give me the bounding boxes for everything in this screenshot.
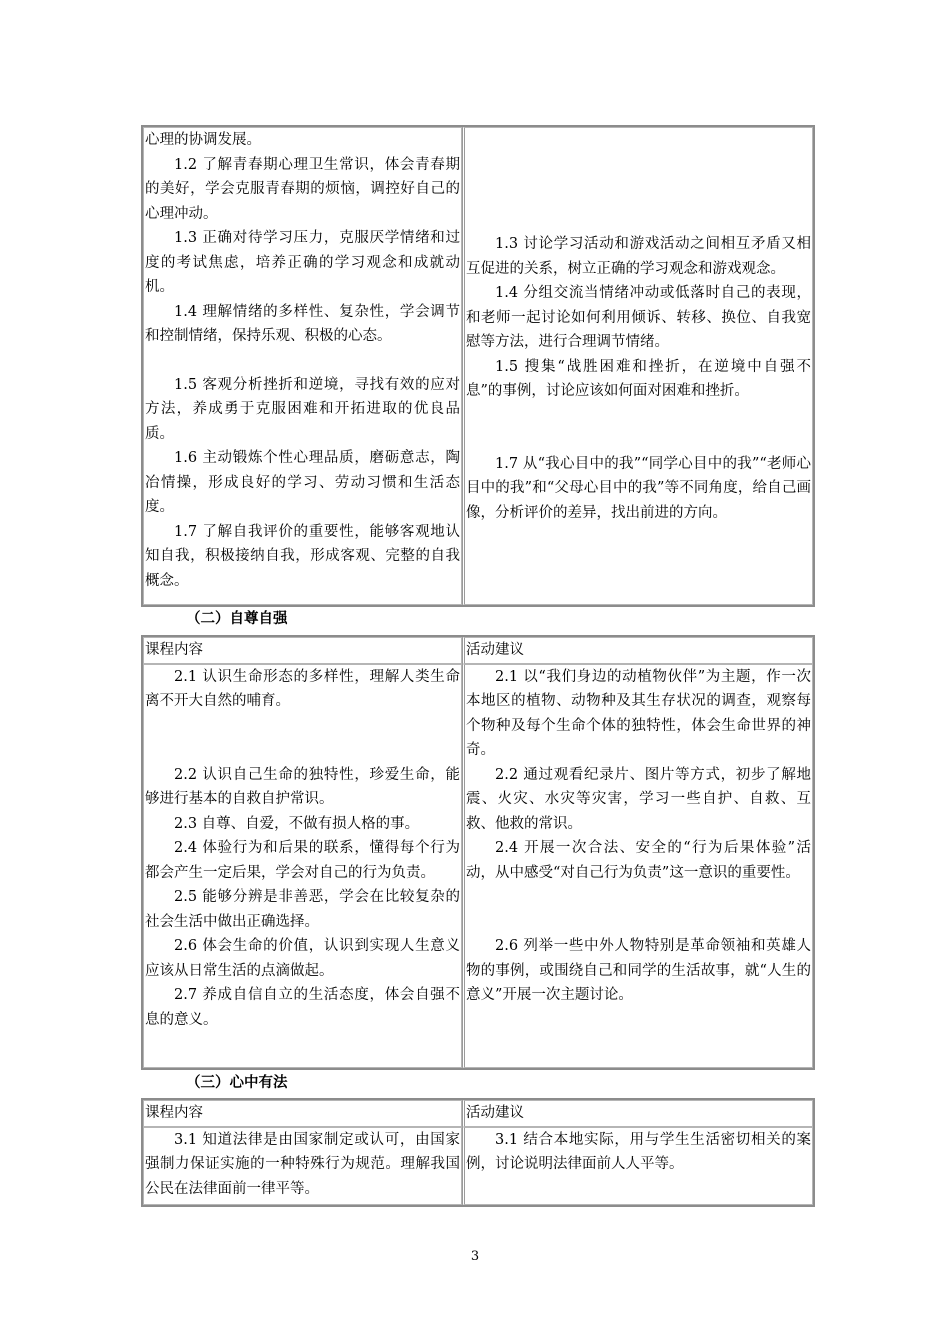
course-content-cell [143,127,462,605]
paragraph: 心理的协调发展。 [145,132,261,148]
paragraph: 1.6 主动锻炼个性心理品质，磨砺意志，陶冶情操，形成良好的学习、劳动习惯和生活态度。 [145,450,460,515]
paragraph: 2.2 通过观看纪录片、图片等方式，初步了解地震、火灾、水灾等灾害，学习一些自护、自救、互救、他救的常识。 [466,766,811,832]
paragraph: 2.7 养成自信自立的生活态度，体会自强不息的意义。 [145,987,460,1028]
paragraph: 1.5 客观分析挫折和逆境，寻找有效的应对方法，养成勇于克服困难和开拓进取的优良品质。 [145,376,460,442]
table-header-row [143,1100,813,1127]
paragraph: 1.4 理解情绪的多样性、复杂性，学会调节和控制情绪，保持乐观、积极的心态。 [145,303,460,344]
table-law [141,1098,815,1207]
activity-suggestion-cell [462,127,813,605]
column-header: 活动建议 [462,637,813,664]
activity-suggestion-cell [462,1127,813,1205]
table-row [143,664,813,1068]
paragraph: 2.4 开展一次合法、安全的“行为后果体验”活动，从中感受“对自己行为负责”这一意识的重要性。 [466,840,811,881]
column-header: 课程内容 [143,1100,462,1127]
paragraph: 2.1 认识生命形态的多样性，理解人类生命离不开大自然的哺育。 [145,668,460,709]
column-header: 活动建议 [462,1100,813,1127]
paragraph: 1.5 搜集“战胜困难和挫折，在逆境中自强不息”的事例，讨论应该如何面对困难和挫折。 [466,358,811,399]
column-header: 课程内容 [143,637,462,664]
paragraph: 1.3 正确对待学习压力，克服厌学情绪和过度的考试焦虑，培养正确的学习观念和成就动机。 [145,230,460,295]
paragraph: 1.7 从“我心目中的我”“同学心目中的我”“老师心目中的我”和“父母心目中的我”等不同角度，给自己画像，分析评价的差异，找出前进的方向。 [466,455,811,521]
table-self-respect [141,635,815,1070]
paragraph: 3.1 结合本地实际，用与学生生活密切相关的案例，讨论说明法律面前人人平等。 [466,1131,811,1172]
paragraph: 1.4 分组交流当情绪冲动或低落时自己的表现，和老师一起讨论如何利用倾诉、转移、换位、自我宽慰等方法，进行合理调节情绪。 [466,285,811,350]
paragraph: 2.3 自尊、自爱，不做有损人格的事。 [174,815,420,832]
paragraph: 1.7 了解自我评价的重要性，能够客观地认知自我，积极接纳自我，形成客观、完整的自我概念。 [145,523,460,589]
paragraph: 2.4 体验行为和后果的联系，懂得每个行为都会产生一定后果，学会对自己的行为负责。 [145,840,460,881]
activity-suggestion-cell [462,664,813,1068]
table-header-row [143,637,813,664]
section-title: （二）自尊自强 [186,611,288,627]
course-content-cell [143,664,462,1068]
paragraph: 1.3 讨论学习活动和游戏活动之间相互矛盾又相互促进的关系，树立正确的学习观念和游戏观念。 [466,236,811,277]
section-title: （三）心中有法 [186,1075,288,1091]
table-mental-health-continued [141,125,815,607]
paragraph: 2.2 认识自己生命的独特性，珍爱生命，能够进行基本的自救自护常识。 [145,766,460,807]
table-row [143,127,813,605]
table-row [143,1127,813,1205]
paragraph: 2.6 体会生命的价值，认识到实现人生意义应该从日常生活的点滴做起。 [145,938,460,979]
paragraph: 2.5 能够分辨是非善恶，学会在比较复杂的社会生活中做出正确选择。 [145,889,460,930]
paragraph: 2.1 以“我们身边的动植物伙伴”为主题，作一次本地区的植物、动物种及其生存状况的调查，观察每个物种及每个生命个体的独特性，体会生命世界的神奇。 [466,668,811,758]
paragraph: 3.1 知道法律是由国家制定或认可，由国家强制力保证实施的一种特殊行为规范。理解我国公民在法律面前一律平等。 [145,1131,460,1197]
page-number: 3 [470,1249,480,1264]
paragraph: 1.2 了解青春期心理卫生常识，体会青春期的美好，学会克服青春期的烦恼，调控好自己的心理冲动。 [145,156,460,222]
paragraph: 2.6 列举一些中外人物特别是革命领袖和英雄人物的事例，或围绕自己和同学的生活故事，就“人生的意义”开展一次主题讨论。 [466,938,811,1003]
course-content-cell [143,1127,462,1205]
